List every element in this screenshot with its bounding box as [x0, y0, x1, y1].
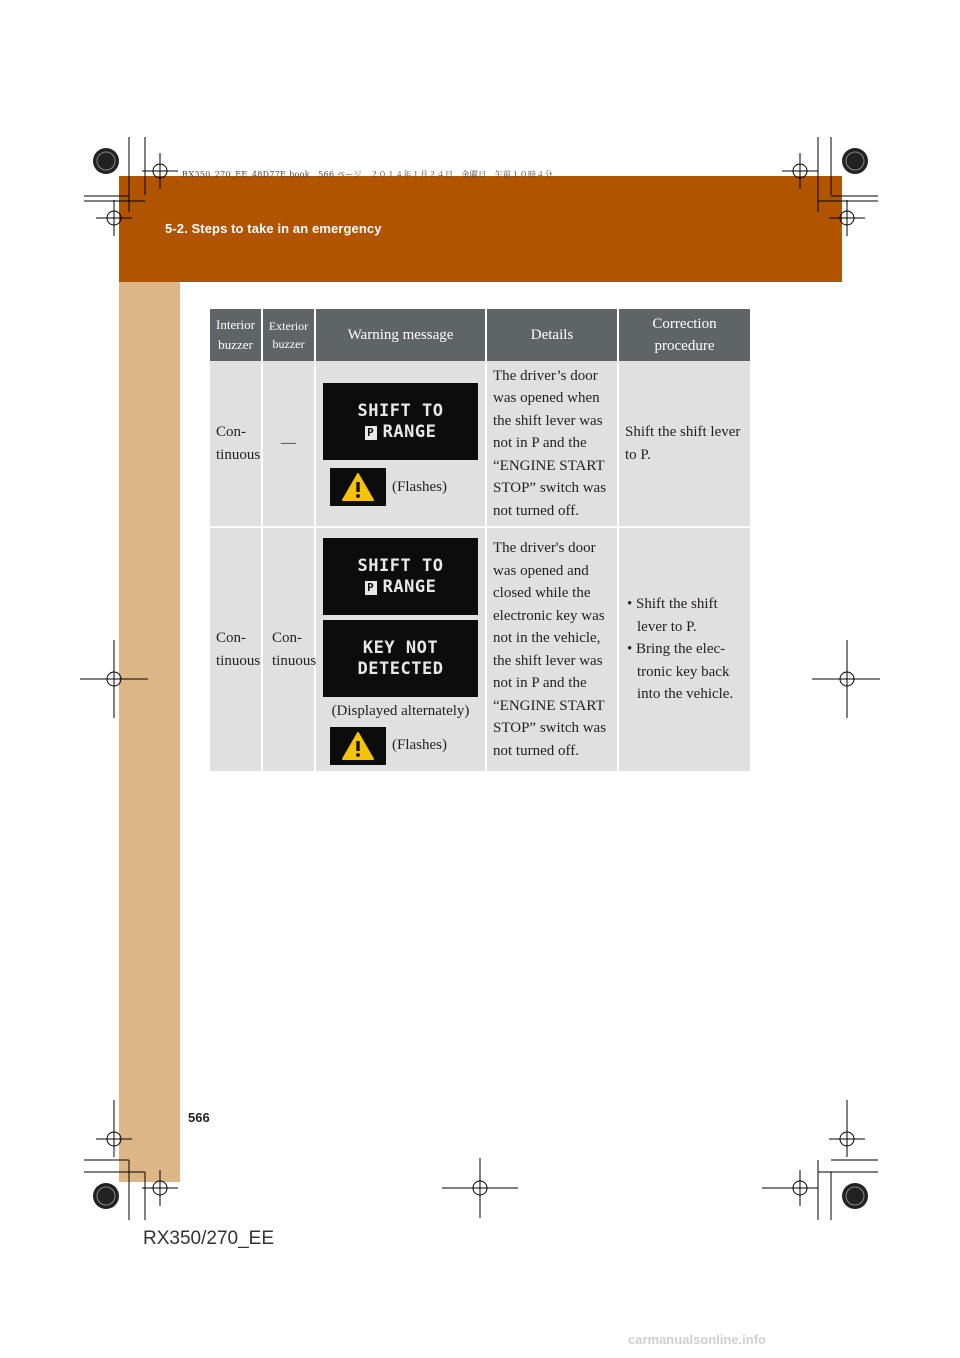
warning-triangle-icon: [330, 727, 386, 765]
warning-table: [210, 309, 750, 773]
print-info: RX350_270_EE_48D77E.book 566 ページ ２０１４年１月２４日 金曜日 午前１０時４分: [182, 170, 553, 179]
correction-cell: Shift the shift lever to P.: [618, 361, 750, 527]
display-line: P RANGE: [365, 577, 437, 598]
alternate-label: (Displayed alternately): [331, 703, 470, 719]
display-line: KEY NOT: [362, 637, 439, 658]
warning-message-cell: [315, 361, 486, 527]
interior-buzzer-cell: Con- tinuous: [210, 361, 262, 527]
header-correction-procedure: Correction procedure: [618, 309, 750, 361]
display-line: SHIFT TO: [357, 555, 444, 576]
details-cell: The driver's door was opened and closed while the electronic key was not in the vehicle, the shift lever was not in P and the “ENGINE START STOP” switch was not turned off.: [486, 527, 618, 772]
table-row: [210, 361, 750, 527]
header-details: Details: [486, 309, 618, 361]
list-item: • Shift the shift lever to P.: [627, 596, 718, 635]
p-range-icon: P: [365, 426, 377, 440]
display-line: DETECTED: [357, 658, 444, 679]
header-warning-message: Warning message: [315, 309, 486, 361]
list-item: • Bring the elec- tronic key back into the vehicle.: [627, 641, 734, 703]
page-number: 566: [188, 1110, 210, 1125]
flash-row: [330, 727, 479, 765]
p-range-icon: P: [365, 581, 377, 595]
section-title: 5-2. Steps to take in an emergency: [165, 221, 382, 236]
correction-list: [625, 593, 744, 706]
display-line: P RANGE: [365, 422, 437, 443]
exterior-buzzer-cell: Con- tinuous: [262, 527, 315, 772]
warning-message-cell: [315, 527, 486, 772]
correction-cell: [618, 527, 750, 772]
flash-row: [330, 468, 479, 506]
interior-buzzer-cell: Con- tinuous: [210, 527, 262, 772]
header-exterior-buzzer: Exterior buzzer: [262, 309, 315, 361]
model-code: RX350/270_EE: [143, 1228, 274, 1249]
watermark: carmanualsonline.info: [628, 1332, 766, 1347]
flash-label: (Flashes): [392, 737, 447, 754]
exterior-buzzer-cell: —: [262, 361, 315, 527]
warning-triangle-icon: [330, 468, 386, 506]
flash-label: (Flashes): [392, 478, 447, 495]
shift-to-p-range-display: [323, 538, 478, 615]
display-line: SHIFT TO: [357, 400, 444, 421]
details-cell: The driver’s door was opened when the shift lever was not in P and the “ENGINE START STOP” switch was not turned off.: [486, 361, 618, 527]
key-not-detected-display: [323, 620, 478, 697]
header-interior-buzzer: Interior buzzer: [210, 309, 262, 361]
table-row: [210, 527, 750, 772]
shift-to-p-range-display: [323, 383, 478, 460]
table-header-row: [210, 309, 750, 361]
